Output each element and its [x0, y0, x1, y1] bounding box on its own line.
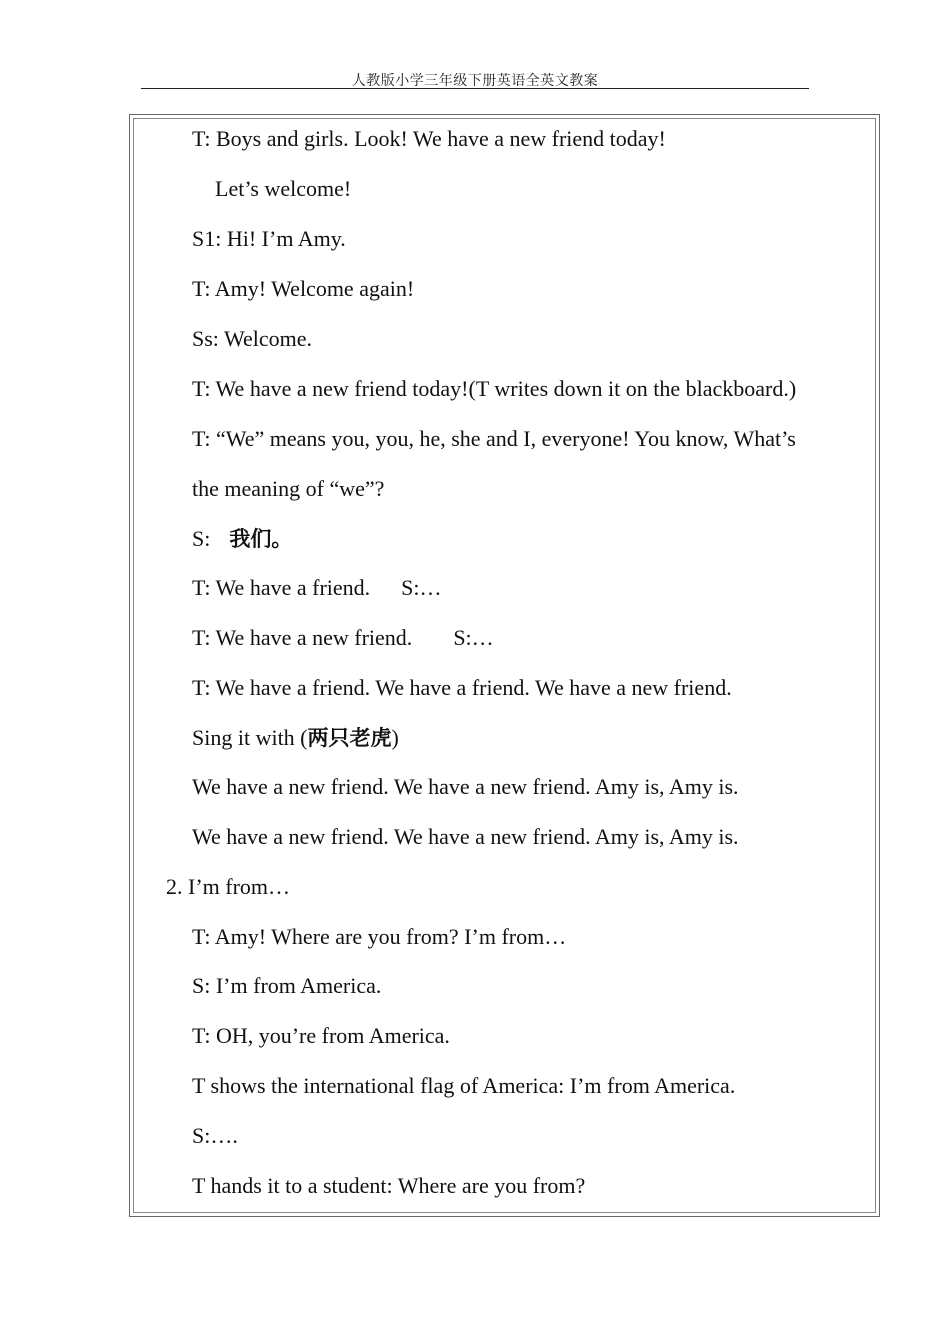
line-13-prefix: Sing it with ( [192, 725, 308, 750]
text-line-6: T: We have a new friend today!(T writes down it on the blackboard.) [192, 376, 797, 401]
text-line-19: T: OH, you’re from America. [192, 1023, 450, 1048]
text-line-21: S:…. [192, 1123, 238, 1148]
text-line-14: We have a new friend. We have a new friend. Amy is, Amy is. [192, 774, 739, 799]
text-line-2: Let’s welcome! [215, 176, 352, 201]
line-11-student: S:… [453, 625, 494, 650]
text-line-5: Ss: Welcome. [192, 326, 313, 351]
text-line-22: T hands it to a student: Where are you from? [192, 1173, 586, 1198]
page-header: 人教版小学三年级下册英语全英文教案 [351, 74, 599, 89]
text-line-15: We have a new friend. We have a new friend. Amy is, Amy is. [192, 824, 739, 849]
text-line-9 [192, 526, 292, 552]
line-10-student: S:… [401, 575, 442, 600]
text-line-13 [192, 725, 399, 751]
line-9-prefix: S: [192, 526, 211, 551]
text-line-12: T: We have a friend. We have a friend. We have a new friend. [192, 675, 732, 700]
text-line-7: T: “We” means you, you, he, she and I, everyone! You know, What’s [192, 426, 796, 451]
line-13-suffix: ) [391, 725, 399, 750]
text-line-8: the meaning of “we”? [192, 476, 385, 501]
text-line-11 [192, 625, 494, 651]
text-line-16: 2. I’m from… [166, 874, 291, 899]
text-line-10 [192, 575, 442, 601]
text-line-4: T: Amy! Welcome again! [192, 276, 415, 301]
line-13-chinese: 两只老虎 [307, 726, 392, 750]
text-line-20: T shows the international flag of America: I’m from America. [192, 1073, 736, 1098]
text-line-1: T: Boys and girls. Look! We have a new friend today! [192, 126, 666, 151]
header-rule [141, 88, 809, 89]
line-9-chinese: 我们。 [229, 527, 293, 551]
text-line-3: S1: Hi! I’m Amy. [192, 226, 346, 251]
text-line-18: S: I’m from America. [192, 973, 382, 998]
line-11-teacher: T: We have a new friend. [192, 625, 413, 650]
text-line-17: T: Amy! Where are you from? I’m from… [192, 924, 567, 949]
line-10-teacher: T: We have a friend. [192, 575, 371, 600]
